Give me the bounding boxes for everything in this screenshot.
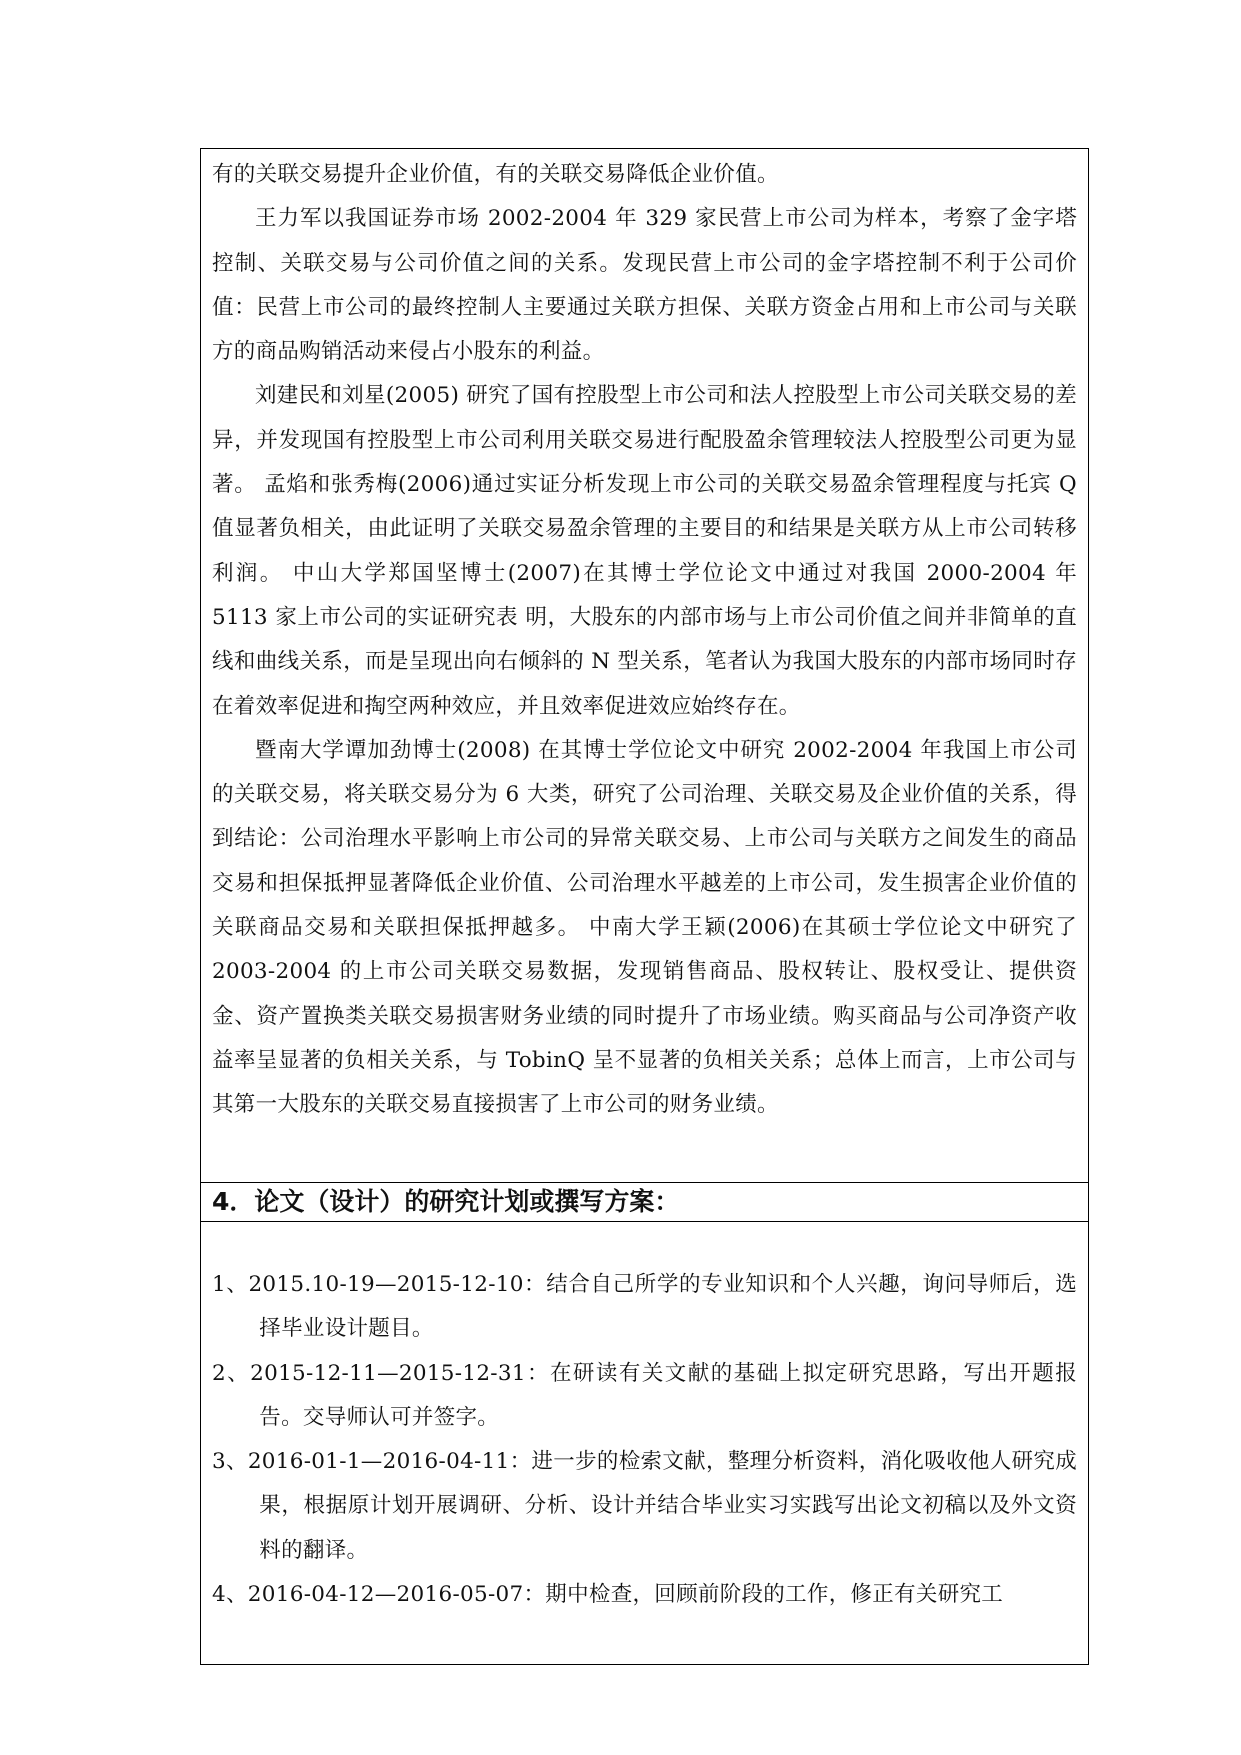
review-paragraph: 王力军以我国证券市场 2002-2004 年 329 家民营上市公司为样本，考察了金字塔控制、关联交易与公司价值之间的关系。发现民营上市公司的金字塔控制不利于公司价值：民营上市公司的最终控制人主要通过关联方担保、关联方资金占用和上市公司与关联方的商品购销活动来侵占小股东的利益。 — [212, 206, 1077, 365]
section-heading-cell — [201, 1183, 1089, 1222]
plan-item: 2、2015-12-11—2015-12-31：在研读有关文献的基础上拟定研究思路，写出开题报告。交导师认可并签字。 — [212, 1360, 1077, 1430]
plan-item: 1、2015.10-19—2015-12-10：结合自己所学的专业知识和个人兴趣，询问导师后，选择毕业设计题目。 — [212, 1272, 1077, 1342]
proposal-form-table — [200, 148, 1089, 1665]
literature-review-cell — [201, 149, 1089, 1183]
plan-item: 4、2016-04-12—2016-05-07：期中检查，回顾前阶段的工作，修正有关研究工 — [212, 1582, 1004, 1608]
review-paragraph: 暨南大学谭加劲博士(2008) 在其博士学位论文中研究 2002-2004 年我国上市公司的关联交易，将关联交易分为 6 大类，研究了公司治理、关联交易及企业价值的关系，得到结论：公司治理水平影响上市公司的异常关联交易、上市公司与关联方之间发生的商品交易和担保抵押显著降低企业价值、公司治理水平越差的上市公司，发生损害企业价值的关联商品交易和关联担保抵押越多。 中南大学王颖(2006)在其硕士学位论文中研究了 2003-2004 的上市公司关联交易数据，发现销售商品、股权转让、股权受让、提供资金、资产置换类关联交易损害财务业绩的同时提升了市场业绩。购买商品与公司净资产收益率呈显著的负相关关系，与 TobinQ 呈不显著的负相关关系；总体上而言，上市公司与其第一大股东的关联交易直接损害了上市公司的财务业绩。 — [212, 737, 1077, 1118]
review-paragraph: 刘建民和刘星(2005) 研究了国有控股型上市公司和法人控股型上市公司关联交易的差异，并发现国有控股型上市公司利用关联交易进行配股盈余管理较法人控股型公司更为显著。 孟焰和张秀梅(2006)通过实证分析发现上市公司的关联交易盈余管理程度与托宾 Q 值显著负相关，由此证明了关联交易盈余管理的主要目的和结果是关联方从上市公司转移利润。 中山大学郑国坚博士(2007)在其博士学位论文中通过对我国 2000-2004 年 5113 家上市公司的实证研究表 明，大股东的内部市场与上市公司价值之间并非简单的直线和曲线关系，而是呈现出向右倾斜的 N 型关系，笔者认为我国大股东的内部市场同时存在着效率促进和掏空两种效应，并且效率促进效应始终存在。 — [212, 383, 1077, 719]
review-paragraph: 有的关联交易提升企业价值，有的关联交易降低企业价值。 — [212, 162, 779, 187]
section-4-heading: 4．论文（设计）的研究计划或撰写方案： — [212, 1187, 680, 1216]
plan-item: 3、2016-01-1—2016-04-11：进一步的检索文献，整理分析资料，消化吸收他人研究成果，根据原计划开展调研、分析、设计并结合毕业实习实践写出论文初稿以及外文资料的翻译。 — [212, 1449, 1077, 1563]
research-plan-cell — [201, 1222, 1089, 1665]
